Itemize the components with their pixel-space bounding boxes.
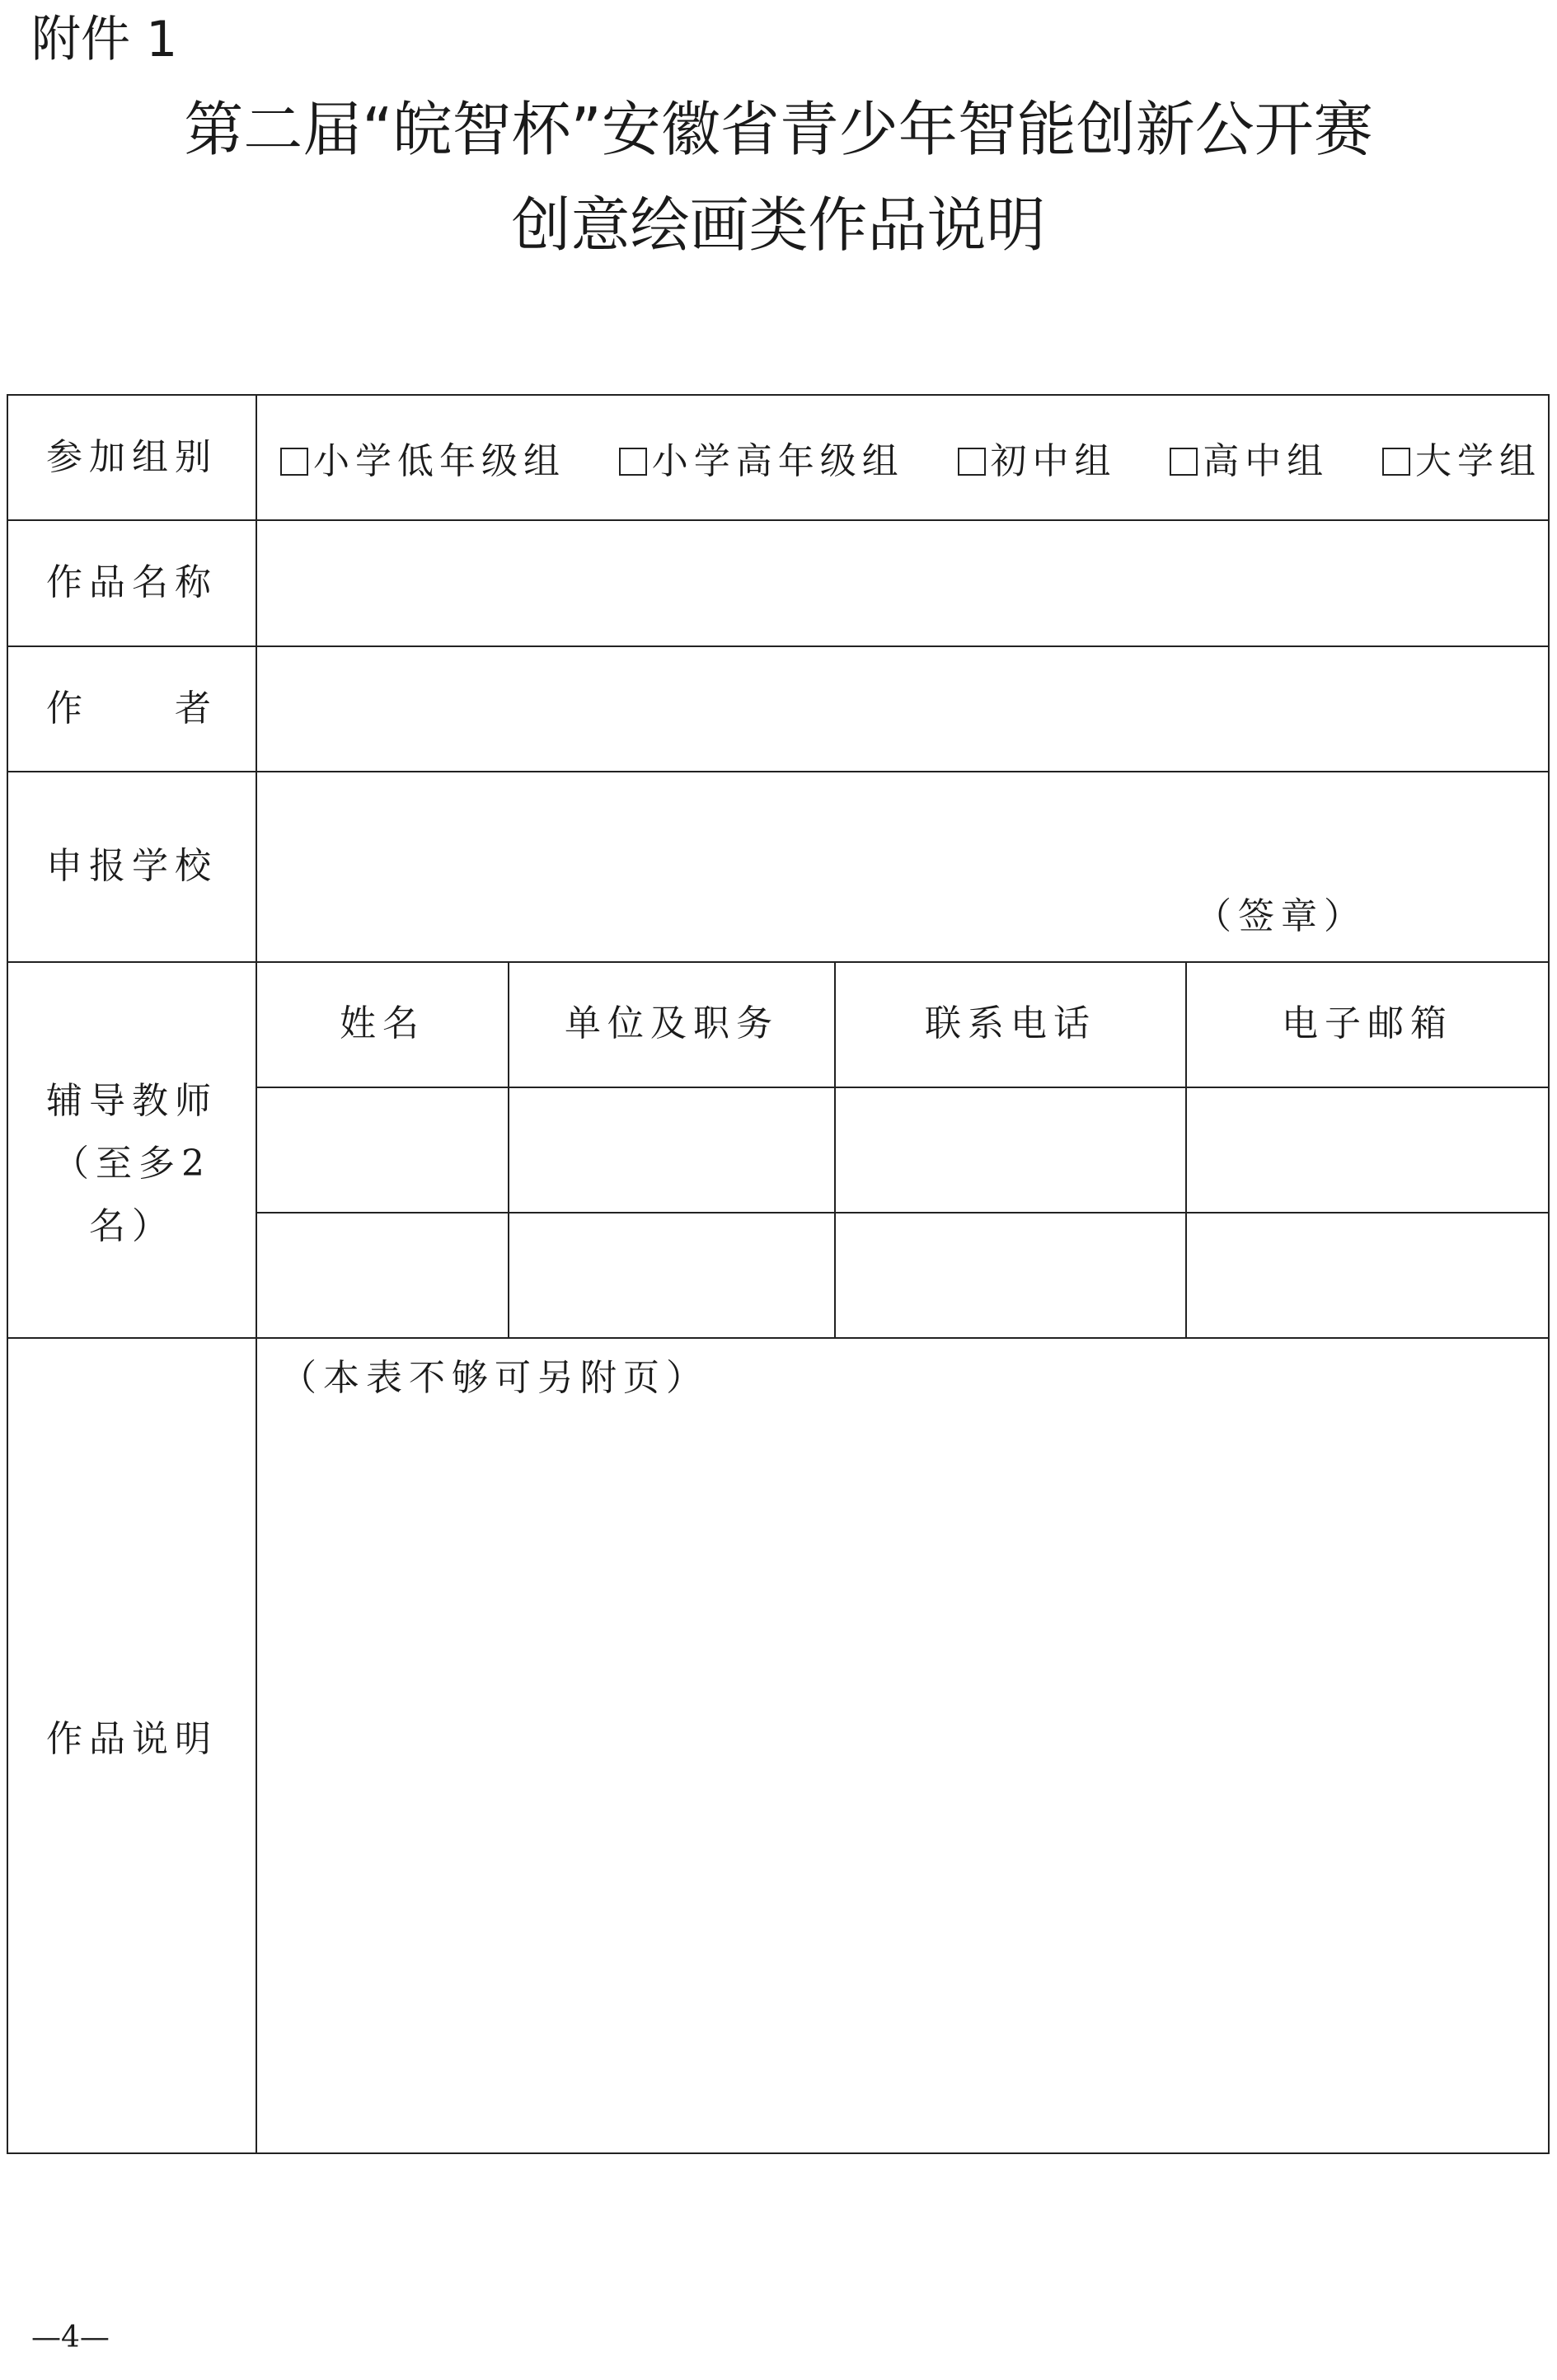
attachment-label: 附件 1 — [31, 11, 178, 68]
group-option-label: 小学低年级组 — [313, 440, 565, 482]
checkbox-icon[interactable] — [1170, 448, 1198, 476]
description-note: （本表不够可另附页） — [280, 1357, 709, 1399]
advisor-2-name-field[interactable] — [272, 1250, 495, 1299]
group-option-primary-low[interactable] — [280, 437, 565, 486]
school-label: 申报学校 — [46, 845, 218, 887]
school-field[interactable] — [280, 800, 1517, 849]
group-option-label: 高中组 — [1203, 440, 1330, 482]
row-divider — [8, 519, 1548, 521]
group-option-senior-high[interactable] — [1170, 437, 1329, 486]
advisor-1-email-field[interactable] — [1202, 1124, 1531, 1174]
advisor-2-unit-field[interactable] — [524, 1250, 821, 1299]
page-subtitle: 创意绘画类作品说明 — [511, 190, 1046, 260]
advisor-1-unit-field[interactable] — [524, 1124, 821, 1174]
page-number: —4— — [31, 2321, 110, 2354]
school-seal-note: （签章） — [1195, 895, 1367, 937]
advisor-row-divider — [256, 1087, 1548, 1088]
page-title: 第二届“皖智杯”安徽省青少年智能创新公开赛 — [184, 95, 1373, 164]
advisor-1-name-field[interactable] — [272, 1124, 495, 1174]
row-divider — [8, 961, 1548, 963]
advisor-label: 辅导教师（至多2名） — [46, 1080, 218, 1247]
group-option-university[interactable] — [1382, 437, 1541, 486]
checkbox-icon[interactable] — [280, 448, 308, 476]
application-form — [7, 394, 1550, 2154]
author-label: 作 者 — [46, 688, 218, 730]
checkbox-icon[interactable] — [958, 448, 986, 476]
advisor-col-name: 姓名 — [340, 1002, 425, 1044]
advisor-1-phone-field[interactable] — [851, 1124, 1172, 1174]
group-option-primary-high[interactable] — [619, 437, 904, 486]
advisor-row-divider — [256, 1212, 1548, 1213]
row-divider — [8, 771, 1548, 772]
group-options — [280, 437, 1541, 486]
checkbox-icon[interactable] — [619, 448, 647, 476]
work-name-label: 作品名称 — [46, 561, 218, 603]
label-column-divider — [256, 396, 257, 2152]
group-option-label: 初中组 — [990, 440, 1117, 482]
row-divider — [8, 645, 1548, 647]
author-field[interactable] — [280, 684, 1517, 734]
advisor-2-email-field[interactable] — [1202, 1250, 1531, 1299]
group-option-label: 大学组 — [1415, 440, 1541, 482]
work-name-field[interactable] — [280, 558, 1517, 608]
description-field[interactable] — [280, 1418, 1517, 2127]
advisor-2-phone-field[interactable] — [851, 1250, 1172, 1299]
row-divider — [8, 1337, 1548, 1339]
group-option-junior-high[interactable] — [958, 437, 1117, 486]
advisor-col-phone: 联系电话 — [925, 1002, 1096, 1044]
advisor-col-unit-position: 单位及职务 — [565, 1002, 779, 1044]
checkbox-icon[interactable] — [1382, 448, 1410, 476]
description-label: 作品说明 — [46, 1718, 218, 1760]
group-label: 参加组别 — [46, 436, 218, 478]
group-option-label: 小学高年级组 — [651, 440, 904, 482]
advisor-col-email: 电子邮箱 — [1282, 1002, 1453, 1044]
